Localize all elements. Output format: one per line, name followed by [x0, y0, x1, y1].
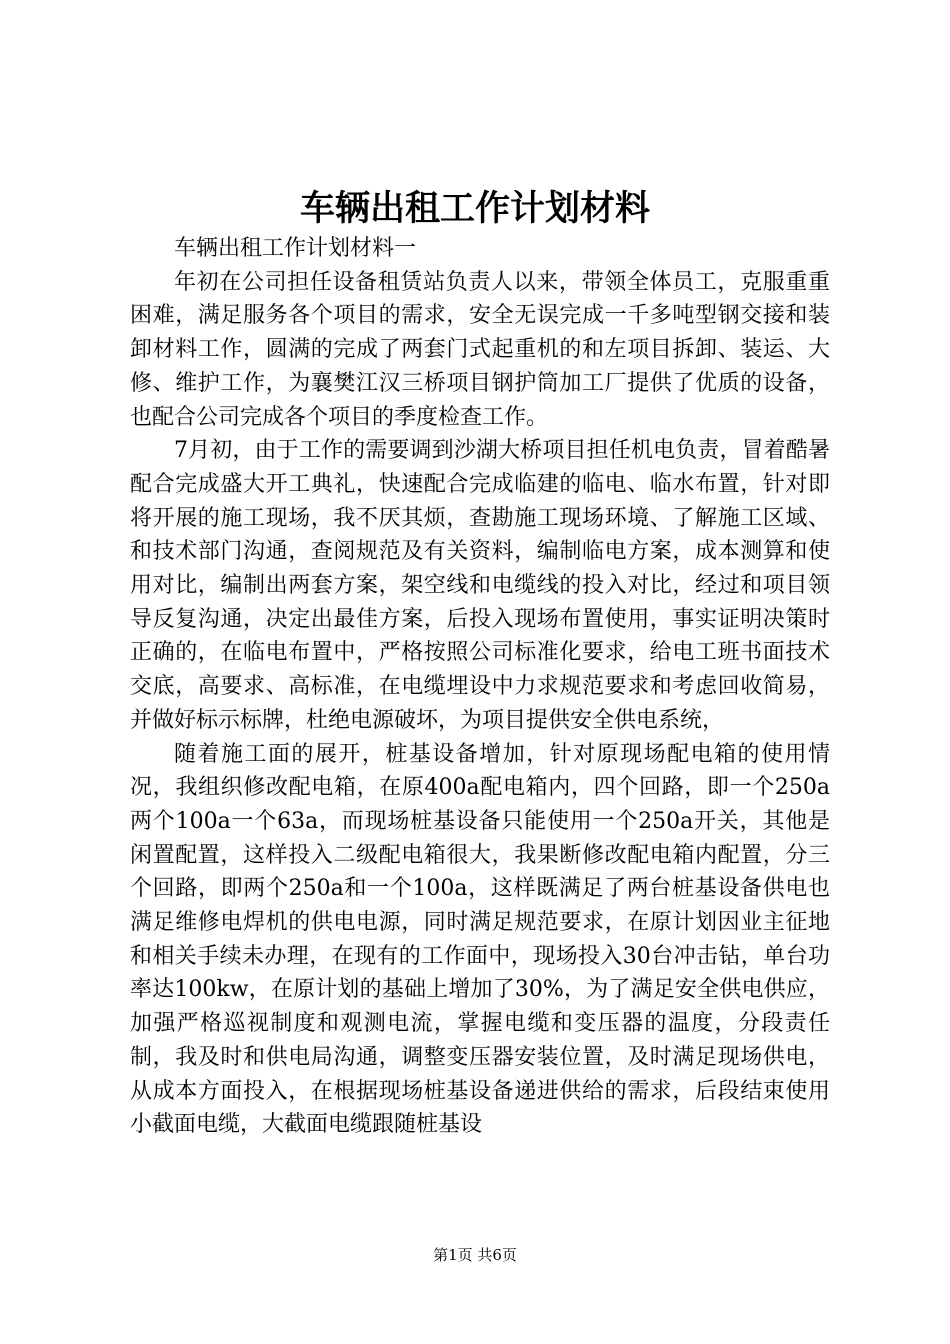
document-title: 车辆出租工作计划材料: [299, 188, 650, 229]
document-body: [130, 232, 830, 1142]
page-number-footer: 第1页 共6页: [433, 1246, 517, 1264]
paragraph: 随着施工面的展开，桩基设备增加，针对原现场配电箱的使用情况，我组织修改配电箱，在原400a配电箱内，四个回路，即一个250a两个100a一个63a，而现场桩基设备只能使用一个250a开关，其他是闲置配置，这样投入二级配电箱很大，我果断修改配电箱内配置，分三个回路，即两个250a和一个100a，这样既满足了两台桩基设备供电也满足维修电焊机的供电电源，同时满足规范要求，在原计划因业主征地和相关手续未办理，在现有的工作面中，现场投入30台冲击钻，单台功率达100kw，在原计划的基础上增加了30%，为了满足安全供电供应，加强严格巡视制度和观测电流，掌握电缆和变压器的温度，分段责任制，我及时和供电局沟通，调整变压器安装位置，及时满足现场供电，从成本方面投入，在根据现场桩基设备递进供给的需求，后段结束使用小截面电缆，大截面电缆跟随桩基设: [130, 741, 830, 1138]
section-heading: 车辆出租工作计划材料一: [174, 236, 417, 261]
paragraph: 年初在公司担任设备租赁站负责人以来，带领全体员工，克服重重困难，满足服务各个项目的需求，安全无误完成一千多吨型钢交接和装卸材料工作，圆满的完成了两套门式起重机的和左项目拆卸、装运、大修、维护工作，为襄樊江汉三桥项目钢护筒加工厂提供了优质的设备，也配合公司完成各个项目的季度检查工作。: [130, 269, 830, 430]
paragraph: 7月初，由于工作的需要调到沙湖大桥项目担任机电负责，冒着酷暑配合完成盛大开工典礼，快速配合完成临建的临电、临水布置，针对即将开展的施工现场，我不厌其烦，查勘施工现场环境、了解施工区域、和技术部门沟通，查阅规范及有关资料，编制临电方案，成本测算和使用对比，编制出两套方案，架空线和电缆线的投入对比，经过和项目领导反复沟通，决定出最佳方案，后投入现场布置使用，事实证明决策时正确的，在临电布置中，严格按照公司标准化要求，给电工班书面技术交底，高要求、高标准，在电缆埋设中力求规范要求和考虑回收简易，并做好标示标牌，杜绝电源破坏，为项目提供安全供电系统，: [130, 438, 830, 733]
